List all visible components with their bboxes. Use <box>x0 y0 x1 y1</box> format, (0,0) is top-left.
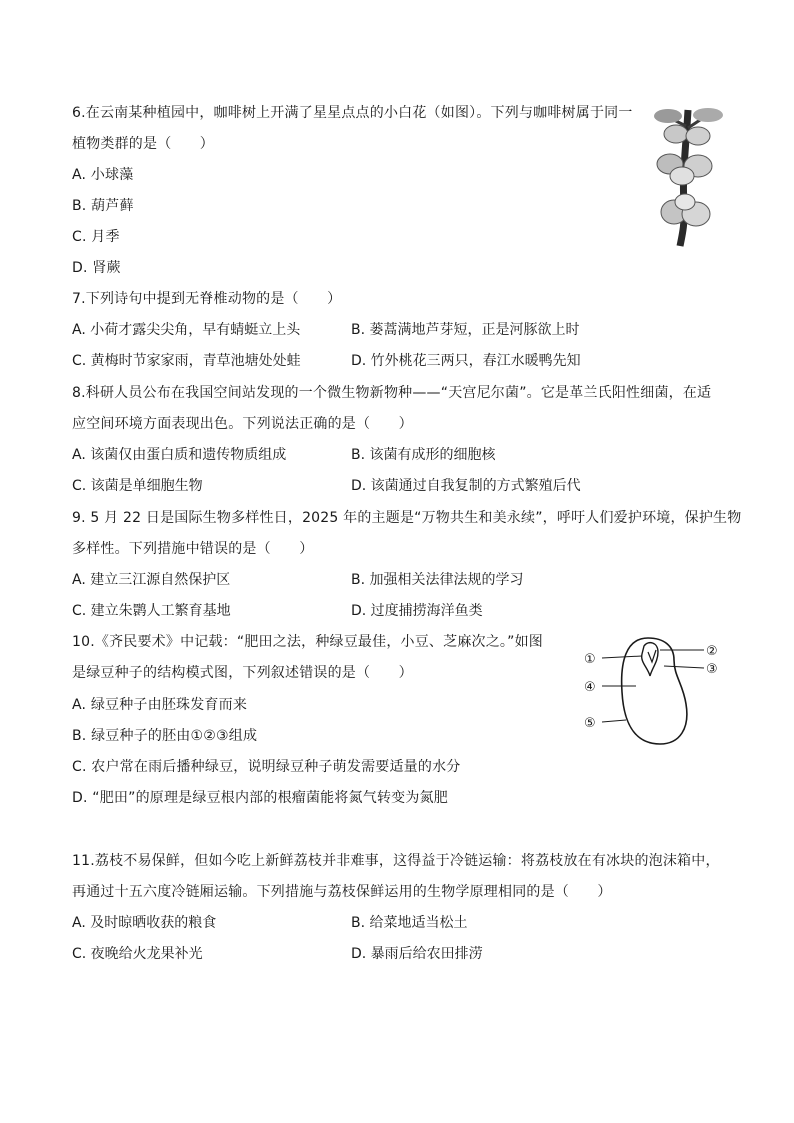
q9-stem-line1: 9. 5 月 22 日是国际生物多样性日，2025 年的主题是“万物共生和美永续”，呼吁人们爱护环境，保护生物 <box>72 510 742 526</box>
diagram-label-1: ① <box>584 652 596 667</box>
q10-option-a: A. 绿豆种子由胚珠发育而来 <box>72 697 248 713</box>
q10-option-d: D. “肥田”的原理是绿豆根内部的根瘤菌能将氮气转变为氮肥 <box>72 790 448 806</box>
q8-option-b: B. 该菌有成形的细胞核 <box>351 447 496 463</box>
q6-stem-line2: 植物类群的是（ ） <box>72 136 214 152</box>
q9-option-d: D. 过度捕捞海洋鱼类 <box>351 603 483 619</box>
diagram-label-2: ② <box>706 644 718 659</box>
q6-option-c: C. 月季 <box>72 229 120 245</box>
q9-option-b: B. 加强相关法律法规的学习 <box>351 572 524 588</box>
q6-option-a: A. 小球藻 <box>72 167 134 183</box>
q6-option-b: B. 葫芦藓 <box>72 198 134 214</box>
diagram-label-3: ③ <box>706 662 718 677</box>
coffee-flower-photo <box>652 106 726 248</box>
q9-option-a: A. 建立三江源自然保护区 <box>72 572 231 588</box>
q7-stem: 7.下列诗句中提到无脊椎动物的是（ ） <box>72 291 342 307</box>
q10-option-c: C. 农户常在雨后播种绿豆，说明绿豆种子萌发需要适量的水分 <box>72 759 461 775</box>
q11-option-c: C. 夜晚给火龙果补光 <box>72 946 203 962</box>
q7-option-c: C. 黄梅时节家家雨，青草池塘处处蛙 <box>72 353 301 369</box>
q6-option-d: D. 肾蕨 <box>72 260 121 276</box>
q8-stem-line2: 应空间环境方面表现出色。下列说法正确的是（ ） <box>72 416 413 432</box>
q8-option-a: A. 该菌仅由蛋白质和遗传物质组成 <box>72 447 287 463</box>
q10-stem-line1: 10.《齐民要术》中记载：“肥田之法，种绿豆最佳，小豆、芝麻次之。”如图 <box>72 634 543 650</box>
q7-option-a: A. 小荷才露尖尖角，早有蜻蜓立上头 <box>72 322 301 338</box>
q7-option-d: D. 竹外桃花三两只，春江水暖鸭先知 <box>351 353 581 369</box>
q9-option-c: C. 建立朱鹮人工繁育基地 <box>72 603 231 619</box>
q11-stem-line1: 11.荔枝不易保鲜，但如今吃上新鲜荔枝并非难事，这得益于冷链运输：将荔枝放在有冰块的泡沫箱中， <box>72 853 720 869</box>
q11-option-a: A. 及时晾晒收获的粮食 <box>72 915 217 931</box>
q8-stem-line1: 8.科研人员公布在我国空间站发现的一个微生物新物种——“天宫尼尔菌”。它是革兰氏阳性细菌，在适 <box>72 385 712 401</box>
q11-option-b: B. 给菜地适当松土 <box>351 915 468 931</box>
q11-stem-line2: 再通过十五六度冷链厢运输。下列措施与荔枝保鲜运用的生物学原理相同的是（ ） <box>72 884 612 900</box>
q11-option-d: D. 暴雨后给农田排涝 <box>351 946 483 962</box>
q6-stem-line1: 6.在云南某种植园中，咖啡树上开满了星星点点的小白花（如图）。下列与咖啡树属于同一 <box>72 105 633 121</box>
q8-option-d: D. 该菌通过自我复制的方式繁殖后代 <box>351 478 581 494</box>
q9-stem-line2: 多样性。下列措施中错误的是（ ） <box>72 541 314 557</box>
mung-bean-seed-diagram <box>578 632 728 750</box>
diagram-label-5: ⑤ <box>584 716 596 731</box>
q10-option-b: B. 绿豆种子的胚由①②③组成 <box>72 728 258 744</box>
q10-stem-line2: 是绿豆种子的结构模式图，下列叙述错误的是（ ） <box>72 665 413 681</box>
q8-option-c: C. 该菌是单细胞生物 <box>72 478 203 494</box>
q7-option-b: B. 蒌蒿满地芦芽短，正是河豚欲上时 <box>351 322 580 338</box>
diagram-label-4: ④ <box>584 680 596 695</box>
